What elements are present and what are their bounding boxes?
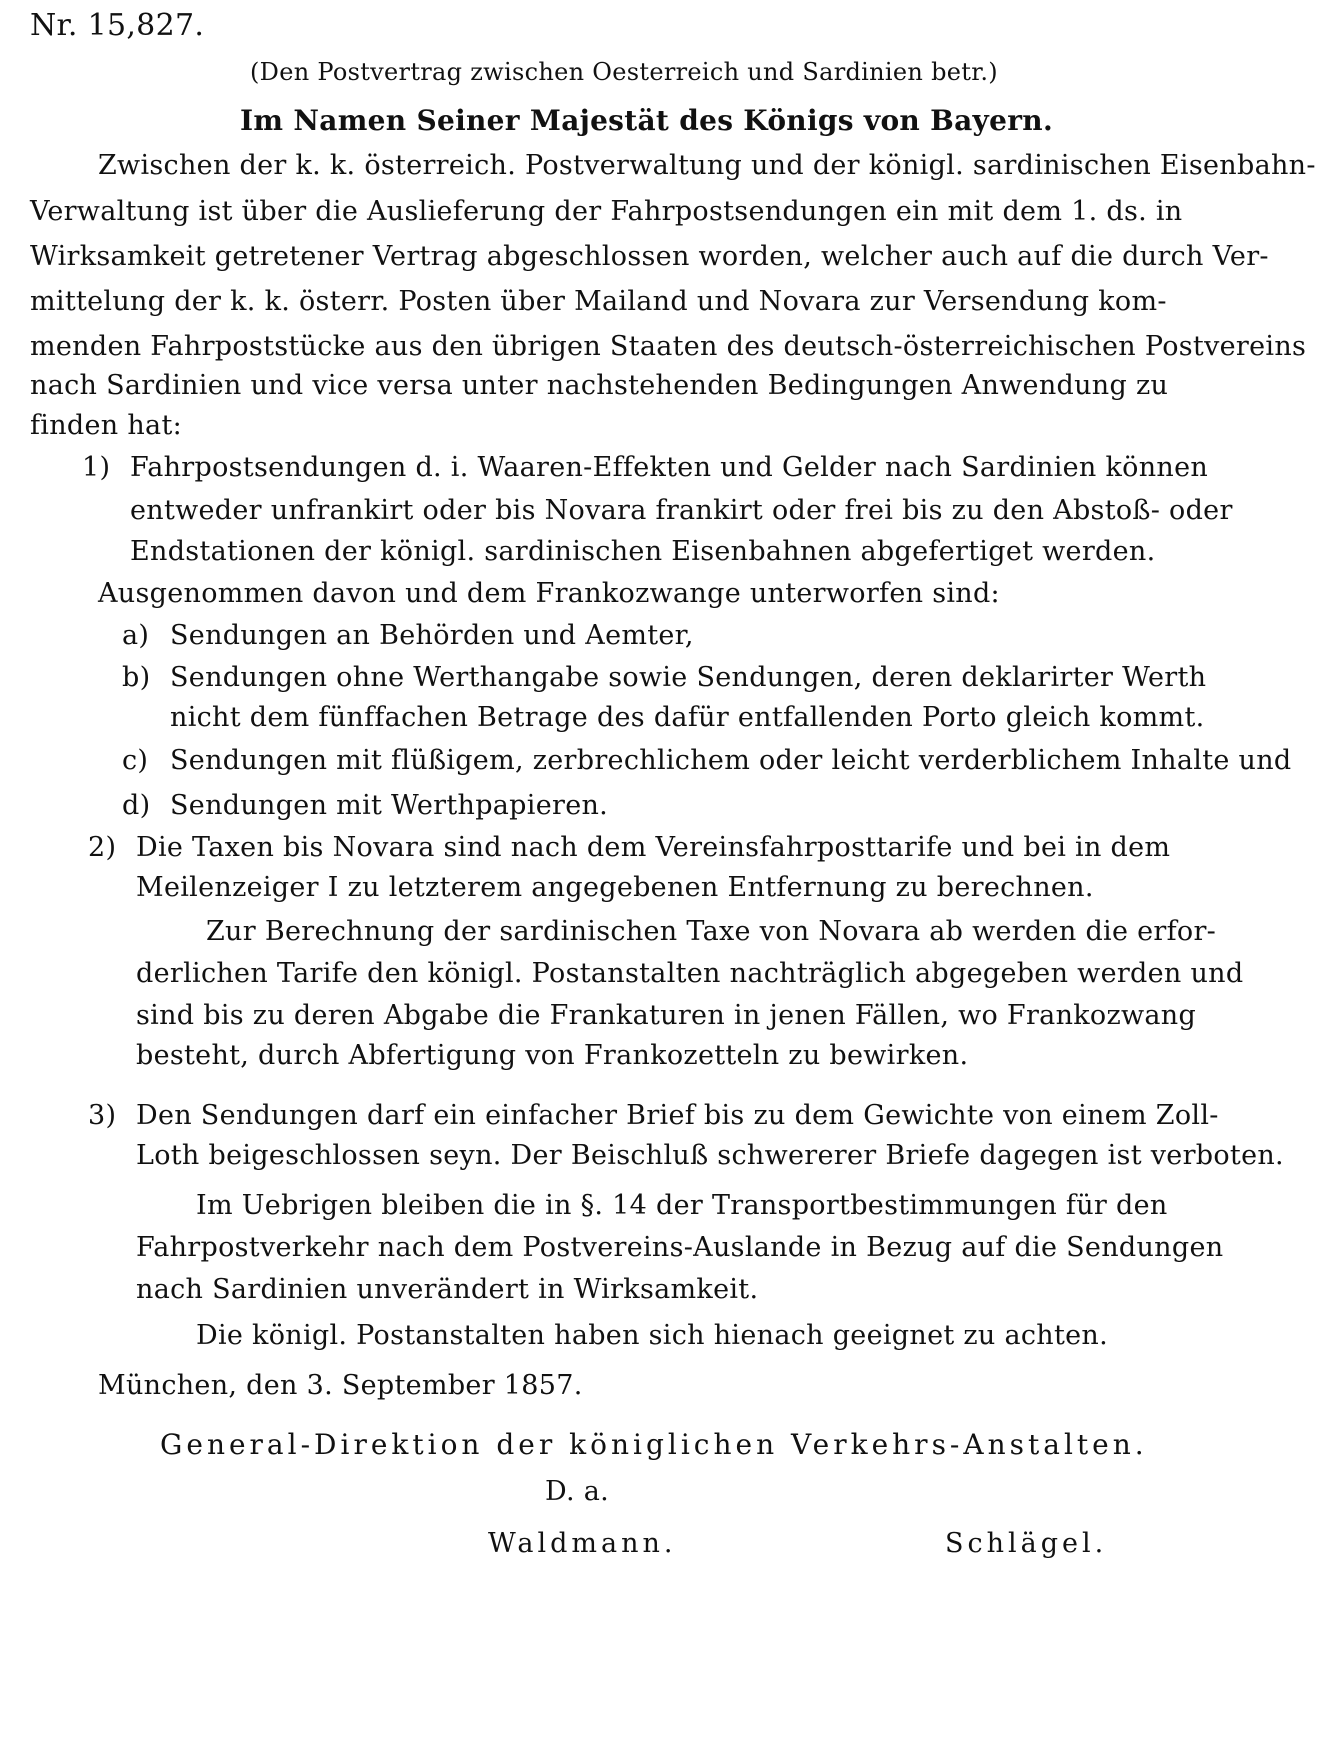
- item-label: 3): [88, 1100, 117, 1131]
- item-para-line: Fahrpostverkehr nach dem Postvereins-Auslande in Bezug auf die Sendungen: [136, 1232, 1224, 1263]
- date-line: München, den 3. September 1857.: [98, 1370, 583, 1401]
- intro-line: menden Fahrpoststücke aus den übrigen Staaten des deutsch-österreichischen Postvereins: [30, 331, 1307, 362]
- exception-line: Sendungen ohne Werthangabe sowie Sendungen, deren deklarirter Werth: [170, 662, 1207, 693]
- item-para-line: derlichen Tarife den königl. Postanstalten nachträglich abgegeben werden und: [136, 958, 1244, 989]
- item-line: entweder unfrankirt oder bis Novara frankirt oder frei bis zu den Abstoß- oder: [130, 495, 1233, 526]
- intro-line: Zwischen der k. k. österreich. Postverwaltung und der königl. sardinischen Eisenbahn-: [98, 150, 1316, 181]
- preamble: Im Namen Seiner Majestät des Königs von Bayern.: [240, 104, 1053, 137]
- exception-label: c): [122, 745, 149, 776]
- exception-line: Sendungen mit flüßigem, zerbrechlichem oder leicht verderblichem Inhalte und: [170, 745, 1292, 776]
- exception-line: nicht dem fünffachen Betrage des dafür entfallenden Porto gleich kommt.: [170, 702, 1205, 733]
- exceptions-intro: Ausgenommen davon und dem Frankozwange unterworfen sind:: [98, 578, 1000, 609]
- item-label: 1): [82, 452, 111, 483]
- intro-line: nach Sardinien und vice versa unter nachstehenden Bedingungen Anwendung zu: [30, 370, 1169, 401]
- issuing-authority: General-Direktion der königlichen Verkehrs-Anstalten.: [160, 1428, 1148, 1461]
- exception-line: Sendungen mit Werthpapieren.: [170, 790, 609, 821]
- signatory-left: Waldmann.: [488, 1528, 677, 1559]
- item-label: 2): [88, 832, 117, 863]
- document-subject: (Den Postvertrag zwischen Oesterreich und Sardinien betr.): [250, 58, 998, 86]
- item-line: Endstationen der königl. sardinischen Eisenbahnen abgefertiget werden.: [130, 536, 1156, 567]
- intro-line: Verwaltung ist über die Auslieferung der Fahrpostsendungen ein mit dem 1. ds. in: [30, 196, 1183, 227]
- item-para-line: nach Sardinien unverändert in Wirksamkeit.: [136, 1274, 759, 1305]
- exception-label: d): [122, 790, 151, 821]
- item-para-line: Im Uebrigen bleiben die in §. 14 der Transportbestimmungen für den: [196, 1190, 1168, 1221]
- item-line: Die Taxen bis Novara sind nach dem Vereinsfahrposttarife und bei in dem: [136, 832, 1171, 863]
- intro-line: mittelung der k. k. österr. Posten über Mailand und Novara zur Versendung kom-: [30, 286, 1167, 317]
- closing-text: Die königl. Postanstalten haben sich hienach geeignet zu achten.: [196, 1320, 1108, 1351]
- signatory-right: Schlägel.: [945, 1528, 1108, 1559]
- item-line: Loth beigeschlossen seyn. Der Beischluß schwererer Briefe dagegen ist verboten.: [136, 1140, 1284, 1171]
- da-line: D. a.: [545, 1476, 610, 1507]
- item-para-line: sind bis zu deren Abgabe die Frankaturen in jenen Fällen, wo Frankozwang: [136, 1000, 1197, 1031]
- item-line: Fahrpostsendungen d. i. Waaren-Effekten und Gelder nach Sardinien können: [130, 452, 1209, 483]
- item-para-line: besteht, durch Abfertigung von Frankozetteln zu bewirken.: [136, 1040, 969, 1071]
- item-line: Den Sendungen darf ein einfacher Brief bis zu dem Gewichte von einem Zoll-: [136, 1100, 1219, 1131]
- intro-line: finden hat:: [30, 410, 182, 441]
- exception-line: Sendungen an Behörden und Aemter,: [170, 620, 694, 651]
- item-line: Meilenzeiger I zu letzterem angegebenen Entfernung zu berechnen.: [136, 872, 1094, 903]
- item-para-line: Zur Berechnung der sardinischen Taxe von Novara ab werden die erfor-: [206, 916, 1217, 947]
- exception-label: b): [122, 662, 151, 693]
- document-number: Nr. 15,827.: [30, 8, 205, 43]
- exception-label: a): [122, 620, 150, 651]
- intro-line: Wirksamkeit getretener Vertrag abgeschlossen worden, welcher auch auf die durch Ver-: [30, 241, 1269, 272]
